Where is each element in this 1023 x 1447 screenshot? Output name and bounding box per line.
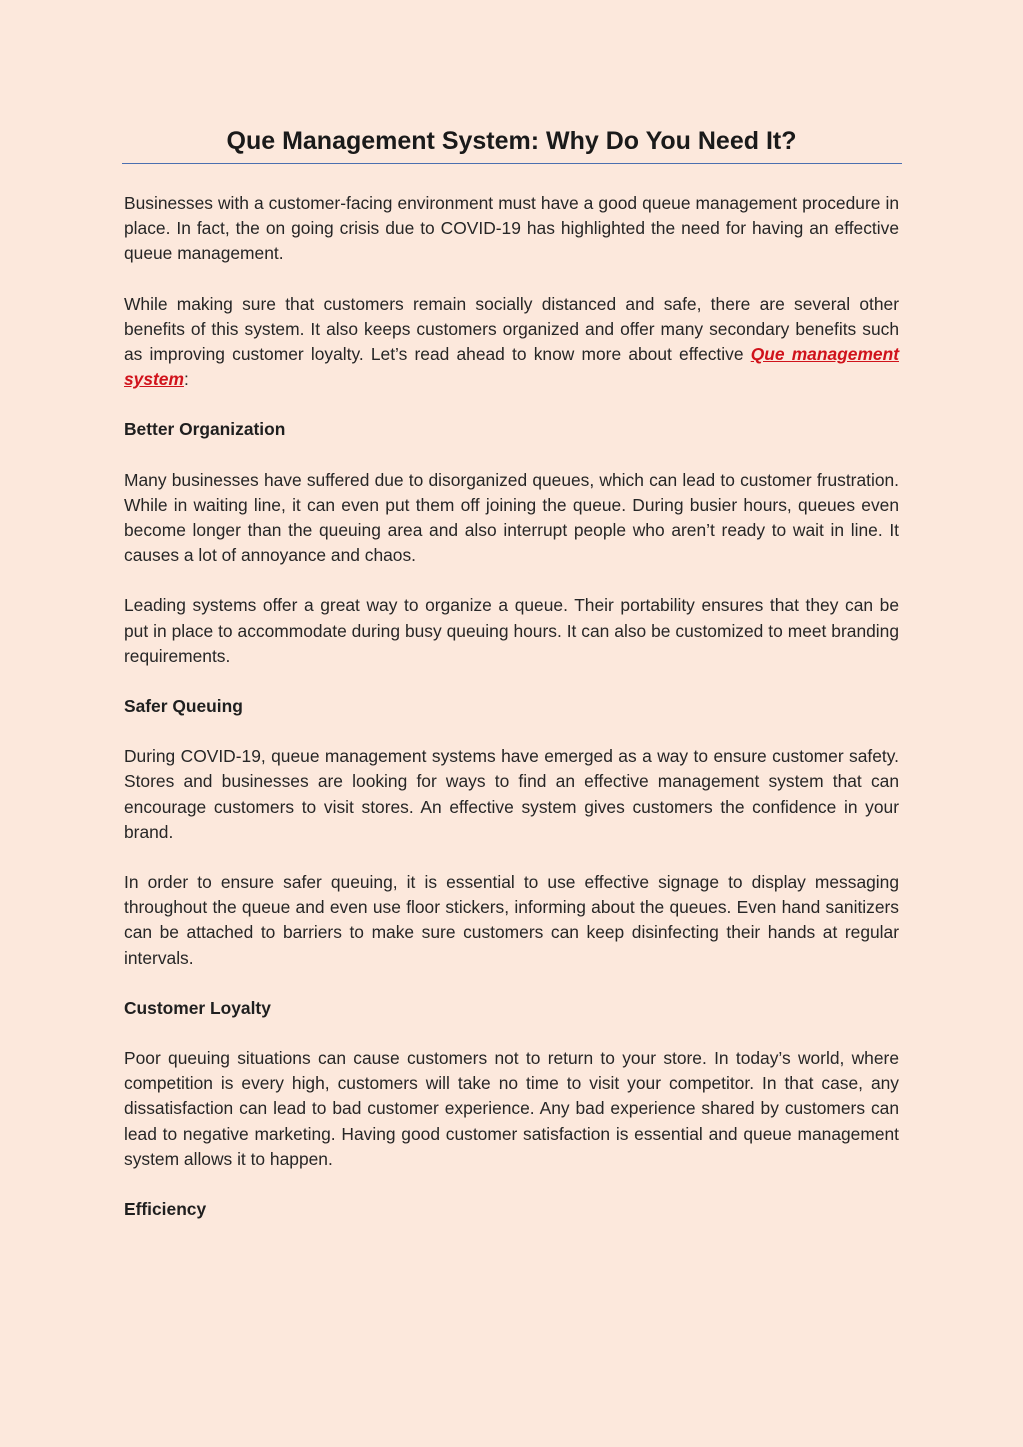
section-heading-safer-queuing: Safer Queuing [124, 696, 243, 717]
section-heading-better-organization: Better Organization [124, 419, 286, 440]
intro-paragraph-2-text: While making sure that customers remain socially distanced and safe, there are several other benefits of this system. It also keeps customers organized and offer many secondary benefits such as improving customer loyalty. Let’s read ahead to know more about effective [124, 293, 899, 365]
document-body [124, 191, 899, 1247]
intro-paragraph-1: Businesses with a customer-facing environment must have a good queue management procedure in place. In fact, the on going crisis due to COVID-19 has highlighted the need for having an effective queue management. [124, 193, 899, 264]
intro-paragraph-2-tail: : [183, 369, 189, 390]
que-management-system-link[interactable]: Que management system [124, 344, 899, 390]
section-paragraph: Leading systems offer a great way to organize a queue. Their portability ensures that they can be put in place to accommodate during busy queuing hours. It can also be customized to meet branding requirements. [124, 595, 899, 666]
title-underline [122, 163, 902, 164]
section-paragraph: In order to ensure safer queuing, it is essential to use effective signage to display messaging throughout the queue and even use floor stickers, informing about the queues. Even hand sanitizers can be attached to barriers to make sure customers can keep disinfecting their hands at regular intervals. [124, 872, 899, 968]
section-paragraph: During COVID-19, queue management systems have emerged as a way to ensure customer safety. Stores and businesses are looking for ways to find an effective management system that can encourage customers to visit stores. An effective system gives customers the confidence in your brand. [124, 746, 899, 842]
intro-paragraph-2 [124, 292, 899, 393]
section-heading-efficiency: Efficiency [124, 1199, 207, 1220]
section-heading-customer-loyalty: Customer Loyalty [124, 997, 271, 1018]
document-title: Que Management System: Why Do You Need It? [226, 127, 797, 155]
section-paragraph: Many businesses have suffered due to disorganized queues, which can lead to customer frustration. While in waiting line, it can even put them off joining the queue. During busier hours, queues even become longer than the queuing area and also interrupt people who aren’t ready to wait in line. It causes a lot of annoyance and chaos. [124, 469, 899, 566]
section-paragraph: Poor queuing situations can cause customers not to return to your store. In today’s world, where competition is every high, customers will take no time to visit your competitor. In that case, any dissatisfaction can lead to bad customer experience. Any bad experience shared by customers can lead to negative marketing. Having good customer satisfaction is essential and queue management system allows it to happen. [124, 1048, 899, 1169]
